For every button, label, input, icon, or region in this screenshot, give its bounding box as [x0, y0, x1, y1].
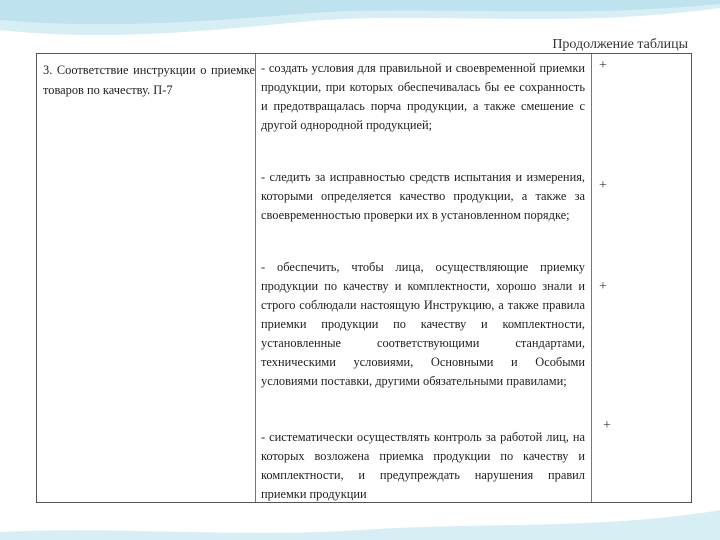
- compliance-mark: +: [599, 279, 607, 294]
- compliance-mark: +: [599, 58, 607, 73]
- column-divider: [591, 54, 592, 502]
- criterion-cell: 3. Соответствие инструкции о приемке товаров по качеству. П-7: [43, 63, 255, 97]
- requirement-item-2: [261, 168, 585, 225]
- compliance-mark: +: [603, 418, 611, 433]
- compliance-mark: +: [599, 178, 607, 193]
- requirement-item-3: [261, 258, 585, 391]
- requirement-item-1: [261, 59, 585, 135]
- requirement-text: - обеспечить, чтобы лица, осуществляющие приемку продукции по качеству и комплектности, хорошо знали и строго соблюдали настоящую Инструкцию, а также правила приемки продукции по качеству и комплектности, установленные соответствующими стандартами, техническими условиями, Основными и Особыми условиями поставки, другими обязательными правилами;: [261, 260, 585, 388]
- requirement-item-4: [261, 428, 585, 504]
- requirement-text: - систематически осуществлять контроль за работой лиц, на которых возложена приемка продукции по качеству и комплектности, и предупреждать нарушения правил приемки продукции: [261, 430, 585, 501]
- requirement-text: - создать условия для правильной и своевременной приемки продукции, при которых обеспечивалась бы ее сохранность и предотвращалась порча продукции, а также смешение с другой однородной продукцией;: [261, 61, 585, 132]
- requirement-text: - следить за исправностью средств испытания и измерения, которыми определяется качество продукции, а также за своевременностью проверки их в установленном порядке;: [261, 170, 585, 222]
- decorative-wave-bottom: [0, 500, 720, 540]
- table: [36, 53, 692, 503]
- table-caption: Продолжение таблицы: [552, 37, 688, 52]
- column-divider: [255, 54, 256, 502]
